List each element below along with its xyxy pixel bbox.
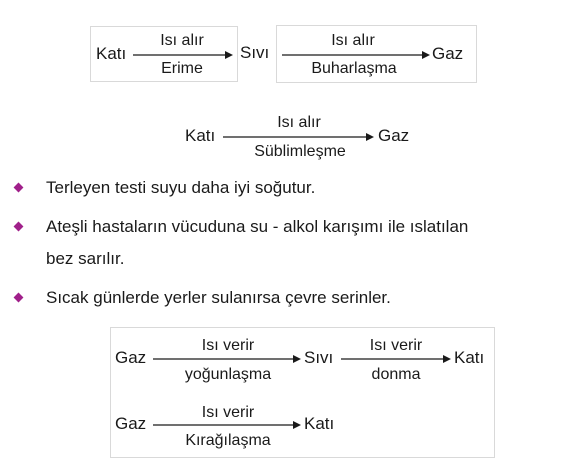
- equation-box-sublimlesme: [178, 107, 426, 165]
- arrow-label-bottom: donma: [371, 366, 421, 383]
- arrow-label-top: Isı alır: [331, 32, 375, 49]
- arrow-right-icon: [133, 50, 233, 60]
- bullet-icon: [14, 222, 24, 232]
- arrow-label-bottom: Erime: [161, 60, 203, 77]
- arrow-label-top: Isı verir: [201, 337, 255, 354]
- arrow-label-bottom: Buharlaşma: [311, 60, 397, 77]
- state-kati: Katı: [454, 348, 485, 367]
- state-kati: Katı: [96, 44, 127, 63]
- bullet-text: Ateşli hastaların vücuduna su - alkol karışımı ile ıslatılan: [46, 217, 469, 236]
- state-sivi: Sıvı: [304, 348, 334, 367]
- arrow-right-icon: [282, 50, 430, 60]
- arrow-label-top: Isı alır: [160, 32, 204, 49]
- equation-box-isi-verir: [110, 327, 495, 458]
- arrow-label-top: Isı alır: [277, 114, 321, 131]
- equation-box-erime: [90, 26, 238, 82]
- equation-box-buharlasma: [276, 25, 477, 83]
- state-kati: Katı: [304, 414, 335, 433]
- bullet-icon: [14, 183, 24, 193]
- state-gaz: Gaz: [378, 126, 410, 145]
- arrow-right-icon: [341, 354, 451, 364]
- arrow-label-top: Isı verir: [201, 404, 255, 421]
- state-sivi: Sıvı: [240, 43, 270, 62]
- bullet-text: bez sarılır.: [46, 249, 125, 268]
- bullet-text: Sıcak günlerde yerler sulanırsa çevre serinler.: [46, 288, 391, 307]
- arrow-right-icon: [153, 420, 301, 430]
- arrow-label-bottom: Kırağılaşma: [185, 432, 271, 449]
- state-gaz: Gaz: [115, 414, 147, 433]
- arrow-label-bottom: Süblimleşme: [254, 143, 346, 160]
- state-gaz: Gaz: [115, 348, 147, 367]
- arrow-right-icon: [223, 132, 374, 142]
- arrow-label-top: Isı verir: [369, 337, 423, 354]
- bullet-text: Terleyen testi suyu daha iyi soğutur.: [46, 178, 316, 197]
- arrow-label-bottom: yoğunlaşma: [184, 366, 272, 383]
- state-kati: Katı: [185, 126, 216, 145]
- arrow-right-icon: [153, 354, 301, 364]
- state-gaz: Gaz: [432, 44, 464, 63]
- bullet-icon: [14, 293, 24, 303]
